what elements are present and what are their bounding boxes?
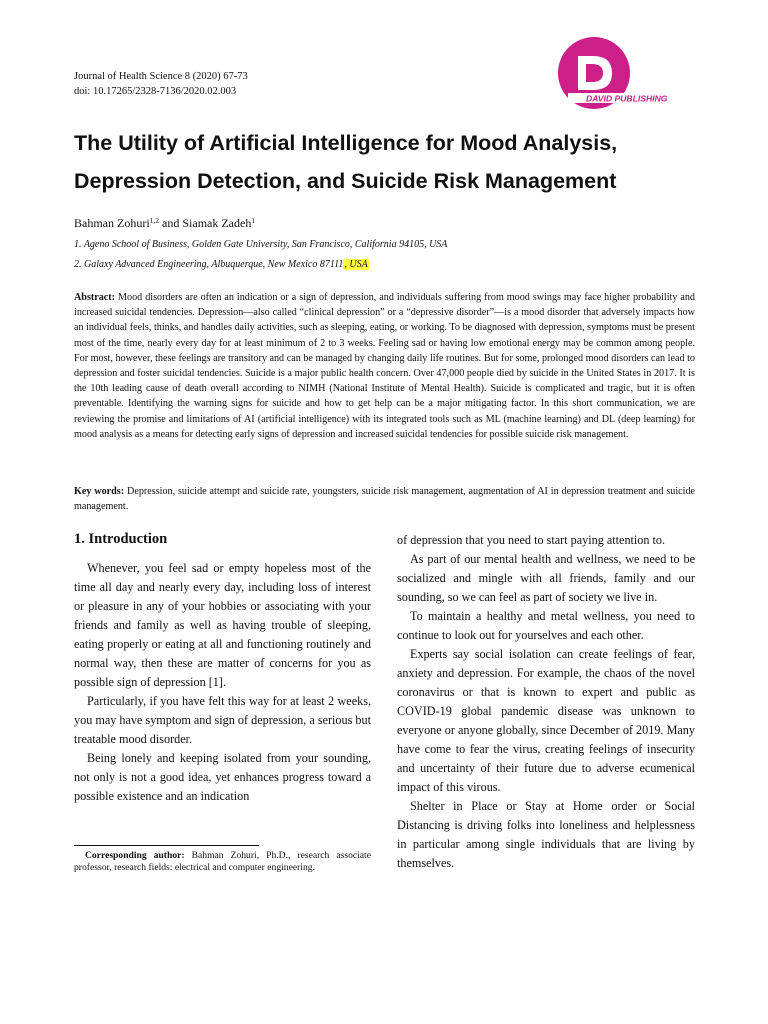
keywords-label: Key words:: [74, 486, 125, 497]
footnote-divider: [74, 845, 259, 846]
title-line-2: Depression Detection, and Suicide Risk Management: [74, 169, 617, 193]
paragraph: As part of our mental health and wellness, we need to be socialized and mingle with all friends, family and our sounding, so we can feel as part of society we live in.: [397, 552, 695, 604]
paragraph: Being lonely and keeping isolated from your sounding, not only is not a good idea, yet enhances progress toward a possible existence and an indication: [74, 751, 371, 803]
abstract-label: Abstract:: [74, 292, 116, 303]
affiliation-1: 1. Ageno School of Business, Golden Gate University, San Francisco, California 94105, USA: [74, 239, 448, 250]
abstract-text: Mood disorders are often an indication or a sign of depression, and individuals suffering from mood swings may face higher probability and increased suicidal tendencies. Depression—also called “clinical depression” or a “depressive disorder”—is a mood disorder that adversely impacts how an individual feels, thinks, and handles daily activities, such as sleeping, eating, or working. To be diagnosed with depression, symptoms must be present most of the time, nearly every day for at least minimum of 2 to 3 weeks. Feeling sad or having low emotional energy may be common among people. For most, however, these feelings are transitory and can be managed by changing daily life routines. But for some, prolonged mood disorders can lead to depression and foster suicidal tendencies. Suicide is a major public health concern. Over 47,000 people died by suicide in the United States in 2017. It is the 10th leading cause of death overall according to NIMH (National Institute of Mental Health). Suicide is complicated and tragic, but it is often preventable. Identifying the warning signs for suicide and how to get help can be a major mitigating factor. In this short communication, we are reviewing the promise and limitations of AI (artificial intelligence) with its integrated tools such as ML (machine learning) and DL (deep learning) for mood analysis as a means for detecting early signs of depression and increased suicidal tendencies for possible suicide risk management.: [74, 292, 695, 440]
paragraph: Particularly, if you have felt this way for at least 2 weeks, you may have symptom and sign of depression, a serious but treatable mood disorder.: [74, 694, 371, 746]
footnote-label: Corresponding author:: [85, 850, 185, 861]
david-publishing-logo-icon: [556, 36, 706, 114]
left-column: [74, 559, 371, 806]
author-name: Siamak Zadeh: [182, 216, 252, 230]
affiliation-2: [74, 259, 369, 270]
paragraph: Shelter in Place or Stay at Home order or Social Distancing is driving folks into loneliness and helplessness in particular among single individuals that are living by themselves.: [397, 799, 695, 870]
author-superscript: 1: [251, 216, 256, 225]
title-line-1: The Utility of Artificial Intelligence for Mood Analysis,: [74, 131, 618, 155]
paragraph: Whenever, you feel sad or empty hopeless most of the time all day and nearly every day, including loss of interest or pleasure in any of your hobbies or associating with your friends and family as well as having trouble of sleeping, eating properly or eating at all and functioning routinely and normal way, then these are matter of concerns for you as possible sign of depression [1].: [74, 561, 371, 689]
paper-title: [74, 124, 704, 200]
footnote: [74, 850, 371, 874]
keywords-text: Depression, suicide attempt and suicide rate, youngsters, suicide risk management, augmentation of AI in depression treatment and suicide management.: [74, 486, 695, 513]
author-list: [74, 216, 255, 231]
author-joiner: and: [159, 216, 183, 230]
section-heading-introduction: 1. Introduction: [74, 531, 168, 547]
journal-info: [74, 69, 248, 99]
journal-citation: Journal of Health Science 8 (2020) 67-73: [74, 71, 248, 82]
highlighted-text: , USA: [344, 259, 368, 270]
author-superscript: 1,2: [149, 216, 160, 225]
keywords: [74, 484, 695, 515]
affiliation-2-text: 2. Galaxy Advanced Engineering, Albuquerque, New Mexico 87111: [74, 259, 344, 270]
footnote-text: Bahman Zohuri, Ph.D., research associate professor, research fields: electrical and computer engineering.: [74, 850, 371, 873]
paragraph-continuation: of depression that you need to start paying attention to.: [397, 533, 666, 547]
paragraph: To maintain a healthy and metal wellness, you need to continue to look out for yourselves and each other.: [397, 609, 695, 642]
author-name: Bahman Zohuri: [74, 216, 150, 230]
paragraph: Experts say social isolation can create feelings of fear, anxiety and depression. For example, the chaos of the novel coronavirus or that is known to expert and public as COVID-19 global pandemic disease was unknown to everyone or anyone globally, since December of 2019. Many have come to fear the virus, creating feelings of insecurity and uncertainty of their future due to adverse ecumenical impact of this virous.: [397, 647, 695, 794]
logo-text: DAVID PUBLISHING: [586, 93, 668, 104]
doi: doi: 10.17265/2328-7136/2020.02.003: [74, 86, 237, 97]
right-column: [397, 531, 695, 873]
abstract: [74, 290, 695, 442]
publisher-logo: [556, 36, 706, 114]
